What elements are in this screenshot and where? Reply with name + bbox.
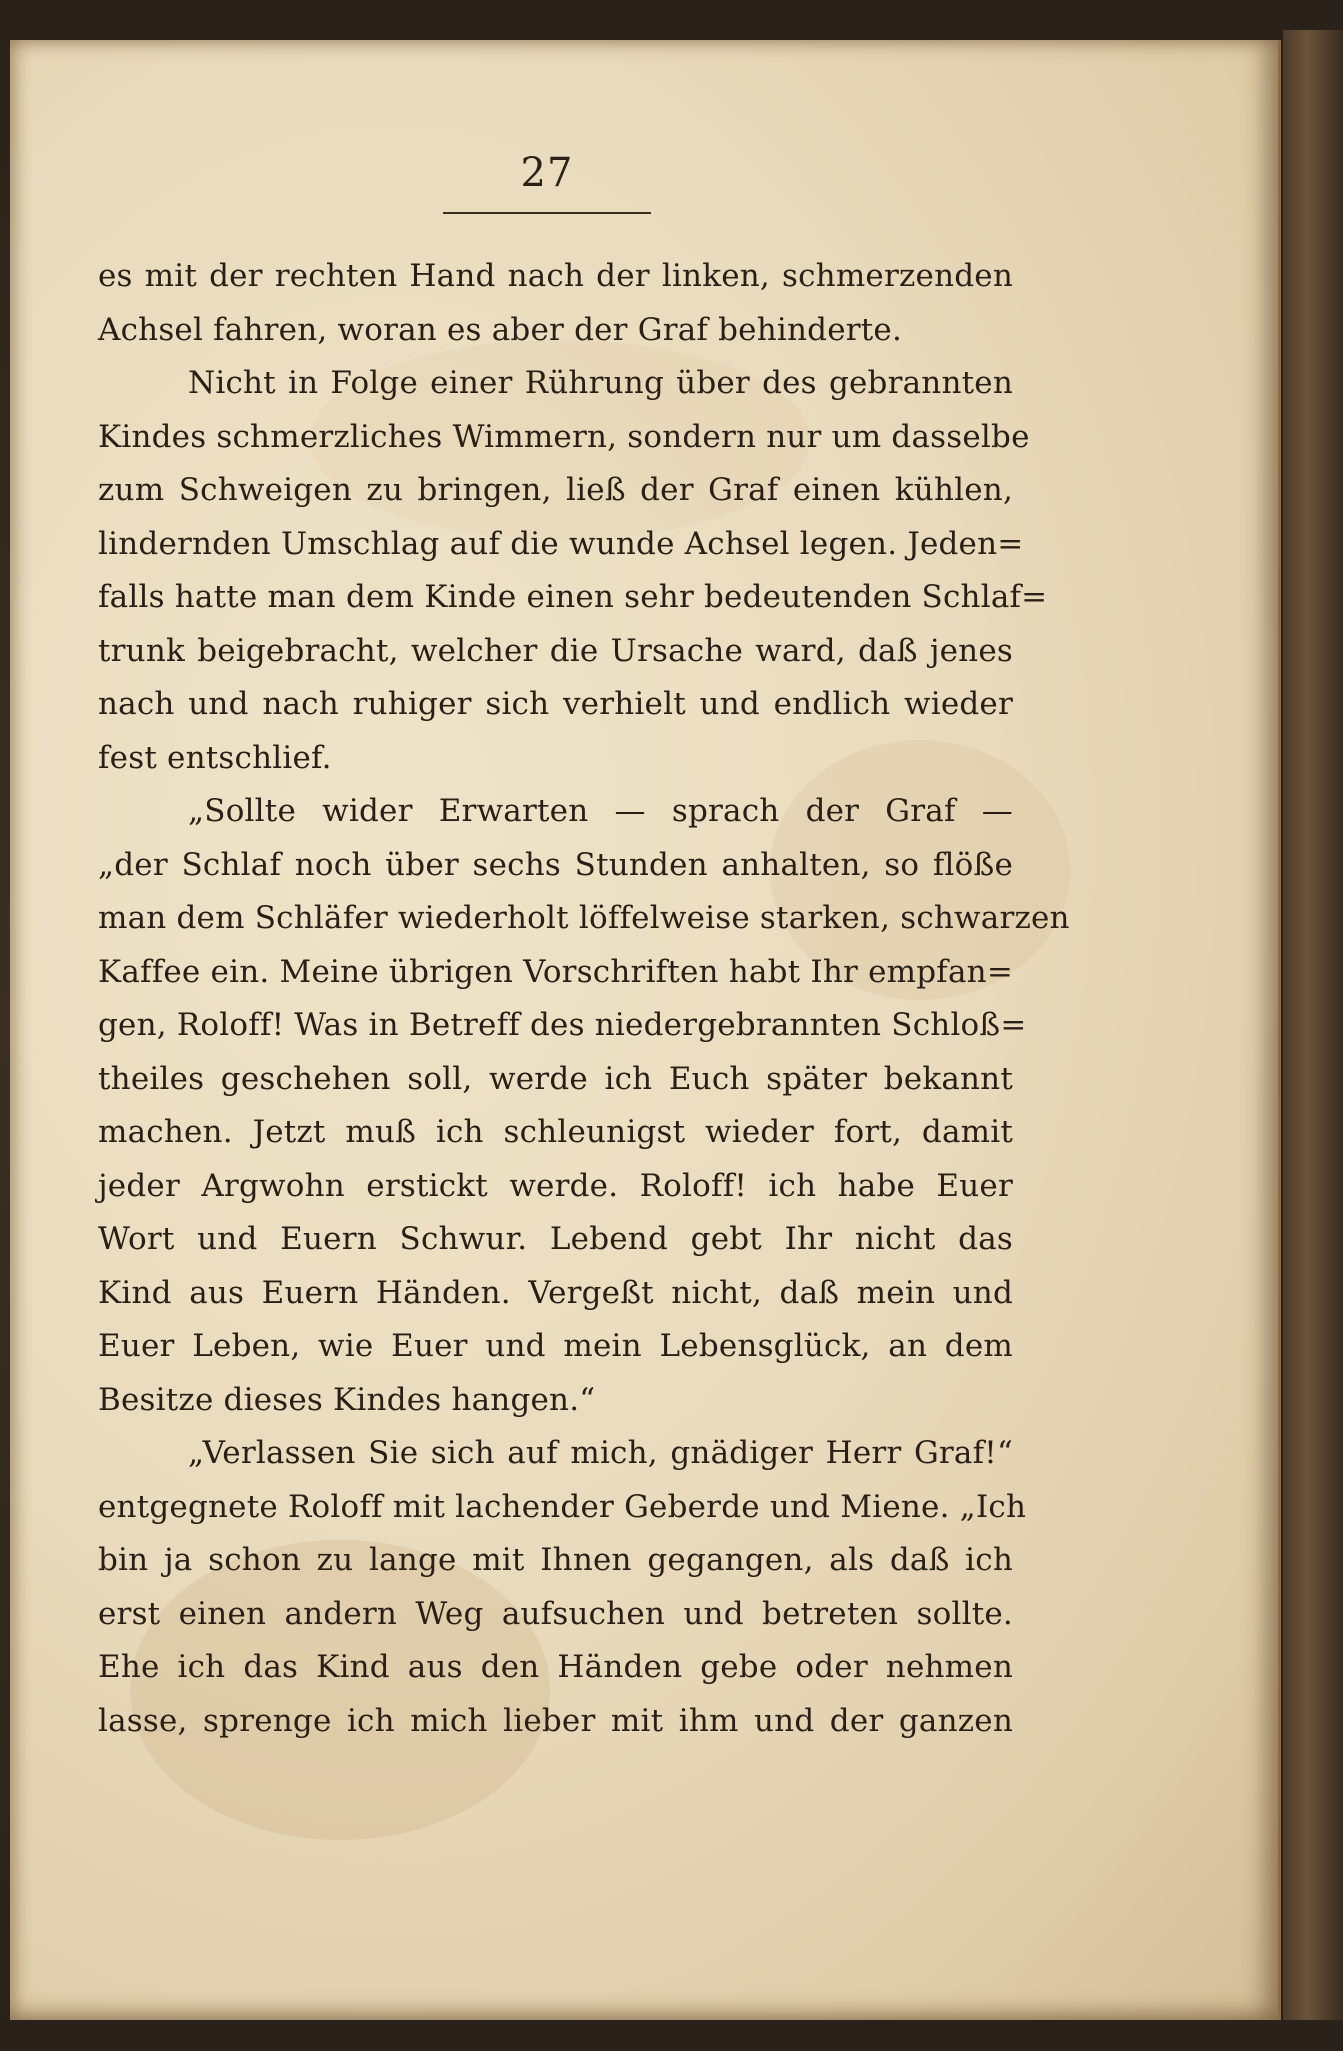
text-line: machen. Jetzt muß ich schleunigst wieder fort, damit (98, 1114, 1013, 1150)
text-line: „Sollte wider Erwarten — sprach der Graf — (188, 793, 1013, 829)
text-line: erst einen andern Weg aufsuchen und betreten sollte. (98, 1595, 1013, 1632)
book-binding-edge (1281, 30, 1343, 2020)
text-line: man dem Schläfer wiederholt löffelweise starken, schwarzen (98, 900, 1070, 936)
text-line: Euer Leben, wie Euer und mein Lebensglück, an dem (98, 1328, 1013, 1364)
text-line: gen, Roloff! Was in Betreff des niedergebrannten Schloß= (98, 1007, 1027, 1043)
text-line: „Verlassen Sie sich auf mich, gnädiger Herr Graf!“ (188, 1435, 1013, 1471)
text-line: Kindes schmerzliches Wimmern, sondern nur um dasselbe (98, 418, 1030, 455)
text-line: nach und nach ruhiger sich verhielt und endlich wieder (98, 686, 1013, 722)
text-line: Achsel fahren, woran es aber der Graf behinderte. (98, 311, 903, 348)
text-line: Wort und Euern Schwur. Lebend gebt Ihr nicht das (98, 1221, 1013, 1257)
text-line: lasse, sprenge ich mich lieber mit ihm und der ganzen (98, 1702, 1013, 1739)
text-line: falls hatte man dem Kinde einen sehr bedeutenden Schlaf= (98, 579, 1048, 615)
text-line: bin ja schon zu lange mit Ihnen gegangen, als daß ich (98, 1542, 1013, 1578)
text-line: theiles geschehen soll, werde ich Euch später bekannt (98, 1060, 1013, 1097)
text-line: fest entschlief. (98, 739, 332, 776)
page-number: 27 (520, 150, 574, 196)
text-line: Kaffee ein. Meine übrigen Vorschriften habt Ihr empfan= (98, 953, 1013, 990)
header-rule (443, 212, 651, 214)
text-line: entgegnete Roloff mit lachender Geberde und Miene. „Ich (98, 1488, 1027, 1525)
text-line: Besitze dieses Kindes hangen.“ (98, 1381, 596, 1418)
text-line: Nicht in Folge einer Rührung über des gebrannten (188, 365, 1013, 401)
text-line: jeder Argwohn erstickt werde. Roloff! ich habe Euer (98, 1167, 1013, 1204)
text-line: trunk beigebracht, welcher die Ursache ward, daß jenes (98, 632, 1013, 669)
text-line: Ehe ich das Kind aus den Händen gebe oder nehmen (98, 1649, 1013, 1685)
text-line: lindernden Umschlag auf die wunde Achsel legen. Jeden= (98, 525, 1024, 562)
text-line: „der Schlaf noch über sechs Stunden anhalten, so flöße (98, 846, 1013, 883)
text-line: es mit der rechten Hand nach der linken, schmerzenden (98, 258, 1013, 294)
body-text (98, 250, 1070, 1748)
text-line: Kind aus Euern Händen. Vergeßt nicht, daß mein und (98, 1274, 1013, 1311)
text-line: zum Schweigen zu bringen, ließ der Graf einen kühlen, (98, 472, 1013, 508)
